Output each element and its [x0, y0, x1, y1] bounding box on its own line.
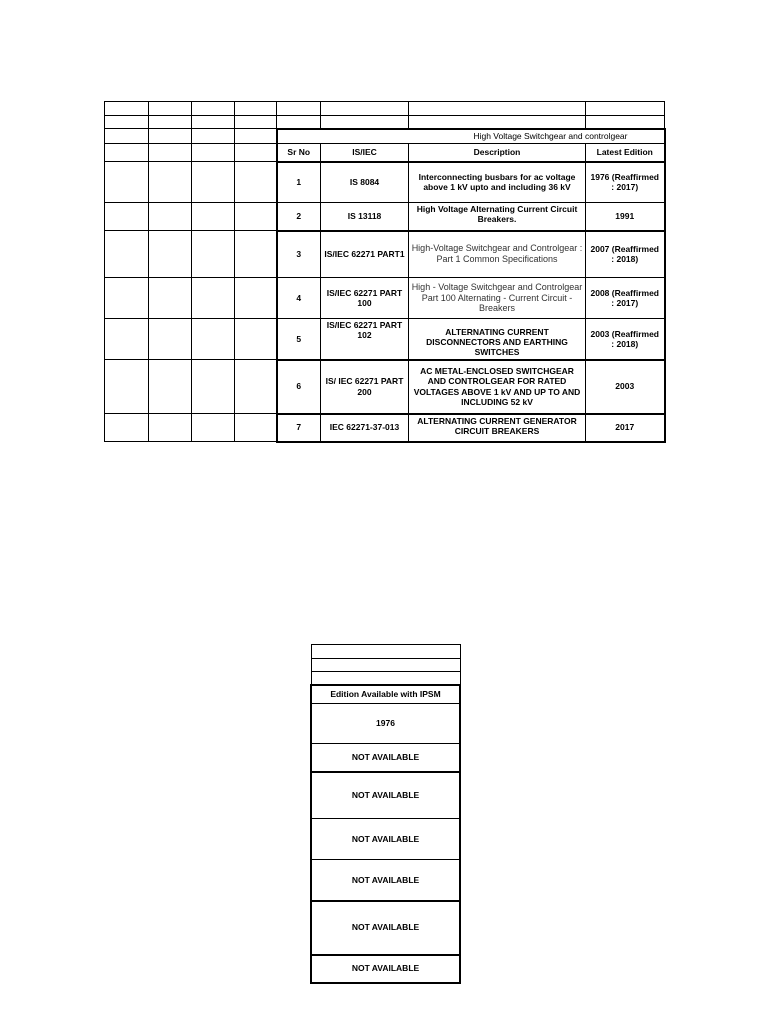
table-row — [311, 955, 460, 983]
cell-availability: NOT AVAILABLE — [311, 744, 460, 772]
availability-table — [310, 644, 461, 984]
cell-code: IS/IEC 62271 PART 102 — [321, 319, 409, 360]
table-row — [105, 319, 665, 360]
table-row — [105, 360, 665, 414]
title-row — [105, 129, 665, 144]
cell-sr-no: 1 — [277, 162, 321, 203]
header-edition-available: Edition Available with IPSM — [311, 685, 460, 704]
cell-edition: 2017 — [586, 414, 665, 442]
cell-edition: 1991 — [586, 203, 665, 231]
cell-code: IS/IEC 62271 PART 100 — [321, 278, 409, 319]
header-latest-edition: Latest Edition — [586, 144, 665, 162]
cell-edition: 1976 (Reaffirmed : 2017) — [586, 162, 665, 203]
table-title: High Voltage Switchgear and controlgear — [277, 129, 665, 144]
cell-availability: NOT AVAILABLE — [311, 955, 460, 983]
cell-description: ALTERNATING CURRENT GENERATOR CIRCUIT BREAKERS — [409, 414, 586, 442]
blank-row — [311, 645, 460, 659]
header-is-iec: IS/IEC — [321, 144, 409, 162]
table-row — [311, 772, 460, 819]
cell-sr-no: 2 — [277, 203, 321, 231]
cell-description: ALTERNATING CURRENT DISCONNECTORS AND EARTHING SWITCHES — [409, 319, 586, 360]
cell-code: IS 8084 — [321, 162, 409, 203]
cell-sr-no: 4 — [277, 278, 321, 319]
table-row — [311, 704, 460, 744]
table-row — [311, 860, 460, 901]
table-row — [311, 744, 460, 772]
cell-description: High-Voltage Switchgear and Controlgear : Part 1 Common Specifications — [409, 231, 586, 278]
cell-availability: NOT AVAILABLE — [311, 860, 460, 901]
cell-sr-no: 7 — [277, 414, 321, 442]
cell-sr-no: 3 — [277, 231, 321, 278]
cell-availability: NOT AVAILABLE — [311, 772, 460, 819]
cell-code: IEC 62271-37-013 — [321, 414, 409, 442]
blank-row — [105, 102, 665, 116]
standards-table — [104, 101, 666, 443]
cell-description: AC METAL-ENCLOSED SWITCHGEAR AND CONTROLGEAR FOR RATED VOLTAGES ABOVE 1 kV AND UP TO AND INCLUDING 52 kV — [409, 360, 586, 414]
table-row — [105, 278, 665, 319]
cell-edition: 2008 (Reaffirmed : 2017) — [586, 278, 665, 319]
table-row — [311, 819, 460, 860]
cell-availability: 1976 — [311, 704, 460, 744]
cell-sr-no: 5 — [277, 319, 321, 360]
cell-availability: NOT AVAILABLE — [311, 901, 460, 955]
cell-description: High - Voltage Switchgear and Controlgear Part 100 Alternating - Current Circuit - Breakers — [409, 278, 586, 319]
header-row — [105, 144, 665, 162]
blank-row — [311, 672, 460, 685]
cell-description: High Voltage Alternating Current Circuit Breakers. — [409, 203, 586, 231]
blank-row — [105, 116, 665, 129]
cell-edition: 2007 (Reaffirmed : 2018) — [586, 231, 665, 278]
table-row — [105, 162, 665, 203]
cell-availability: NOT AVAILABLE — [311, 819, 460, 860]
table-row — [311, 901, 460, 955]
cell-code: IS/IEC 62271 PART1 — [321, 231, 409, 278]
table-row — [105, 203, 665, 231]
cell-sr-no: 6 — [277, 360, 321, 414]
table-row — [105, 231, 665, 278]
header-description: Description — [409, 144, 586, 162]
table-row — [105, 414, 665, 442]
blank-row — [311, 659, 460, 672]
cell-edition: 2003 (Reaffirmed : 2018) — [586, 319, 665, 360]
header-row — [311, 685, 460, 704]
header-sr-no: Sr No — [277, 144, 321, 162]
cell-description: Interconnecting busbars for ac voltage above 1 kV upto and including 36 kV — [409, 162, 586, 203]
cell-edition: 2003 — [586, 360, 665, 414]
cell-code: IS/ IEC 62271 PART 200 — [321, 360, 409, 414]
cell-code: IS 13118 — [321, 203, 409, 231]
